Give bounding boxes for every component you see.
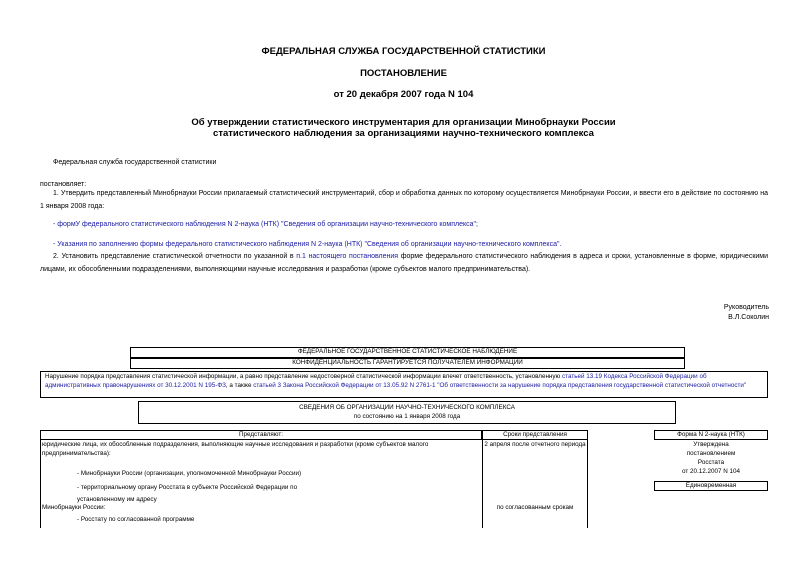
document-type: ПОСТАНОВЛЕНИЕ — [360, 68, 447, 79]
submitters-ministry: - Минобрнауки России (организации, уполномоченной Минобрнауки России) — [77, 470, 302, 477]
document-date-number: от 20 декабря 2007 года N 104 — [333, 89, 474, 100]
submitters-rosstat-program: - Росстату по согласованной программе — [77, 516, 195, 523]
deadline-agreed: по согласованным срокам — [496, 504, 574, 511]
report-date: по состоянию на 1 января 2008 года — [353, 412, 461, 420]
report-title: СВЕДЕНИЯ ОБ ОРГАНИЗАЦИИ НАУЧНО-ТЕХНИЧЕСКОГО КОМПЛЕКСА — [299, 404, 515, 411]
form-name-box: Форма N 2-наука (НТК) — [654, 430, 768, 440]
instructions-link[interactable]: - Указания по заполнению формы федерального статистического наблюдения N 2-наука (НТК) "Сведения об организации научно-технического комплекса". — [53, 241, 562, 248]
item-2-link[interactable]: п.1 настоящего постановления — [296, 253, 399, 260]
submitters-header: Представляют: — [40, 430, 482, 440]
submitters-ministry-2: Минобрнауки России: — [42, 504, 106, 511]
submitters-rosstat-territorial: - территориальному органу Росстата в субъекте Российской Федерации по установленному им адресу — [77, 484, 298, 503]
column-divider — [482, 440, 483, 528]
approved-label: Утверждена — [693, 441, 729, 448]
agency-title: ФЕДЕРАЛЬНАЯ СЛУЖБА ГОСУДАРСТВЕННОЙ СТАТИСТИКИ — [261, 46, 546, 57]
approved-date: от 20.12.2007 N 104 — [681, 468, 741, 475]
violation-text-mid: , а также — [225, 381, 254, 389]
item-2-text-start: 2. Установить представление статистической отчетности по указанной в — [53, 253, 297, 260]
signer-name: В.Л.Соколин — [728, 314, 769, 321]
report-title-box — [138, 401, 676, 424]
confidentiality-box: КОНФИДЕНЦИАЛЬНОСТЬ ГАРАНТИРУЕТСЯ ПОЛУЧАТЕЛЕМ ИНФОРМАЦИИ — [130, 358, 685, 369]
item-2-text-end: форме федерального статистического наблюдения в адреса и сроки, установленные в форме, юридическими лицами, их обособленными подразделениями, выполняющими научные исследования и разработки (кроме субъектов малого предпринимательства). — [40, 253, 769, 273]
form-link[interactable]: - формУ федерального статистического наблюдения N 2-наука (НТК) "Сведения об организации научно-технического комплекса"; — [53, 221, 478, 228]
intro-text: Федеральная служба государственной статистики — [53, 159, 217, 166]
signer-title: Руководитель — [723, 304, 769, 311]
approved-by: постановлением — [686, 450, 736, 457]
item-2 — [40, 250, 768, 276]
law-link[interactable]: статьей 3 Закона Российской Федерации от 13.05.92 N 2761-1 "Об ответственности за нарушение порядка представления государственной статистической отчетности" — [253, 381, 747, 389]
violation-notice-box — [40, 371, 768, 398]
document-title-line1: Об утверждении статистического инструментария для организации Минобрнауки России — [191, 117, 616, 128]
deadlines-header: Сроки представления — [482, 430, 588, 440]
item-1: 1. Утвердить представленный Минобрнауки России прилагаемый статистический инструментарий, сбор и обработка данных по которому осуществляется Минобрнауки России, и ввести его в действие по состоянию на 1 января 2008 года: — [40, 190, 768, 210]
decree-text: постановляет: — [40, 181, 87, 188]
one-time-box: Единовременная — [654, 481, 768, 491]
deadline-april: 2 апреля после отчетного периода — [484, 441, 586, 448]
violation-text-start: Нарушение порядка представления статистической информации, а равно представление недостоверной статистической информации влечет ответственность, установленную — [45, 373, 563, 380]
submitters-legal-entities: юридические лица, их обособленные подразделения, выполняющие научные исследования и разработки (кроме субъектов малого предпринимательства): — [42, 441, 429, 457]
document-title-line2: статистического наблюдения за организациями научно-технического комплекса — [213, 128, 594, 139]
observation-title-box: ФЕДЕРАЛЬНОЕ ГОСУДАРСТВЕННОЕ СТАТИСТИЧЕСКОЕ НАБЛЮДЕНИЕ — [130, 347, 685, 358]
koap-link[interactable]: статьей 13.19 Кодекса Российской Федерации об административных правонарушениях от 30.12.2001 N 195-ФЗ — [45, 373, 707, 389]
approved-agency: Росстата — [697, 459, 725, 466]
